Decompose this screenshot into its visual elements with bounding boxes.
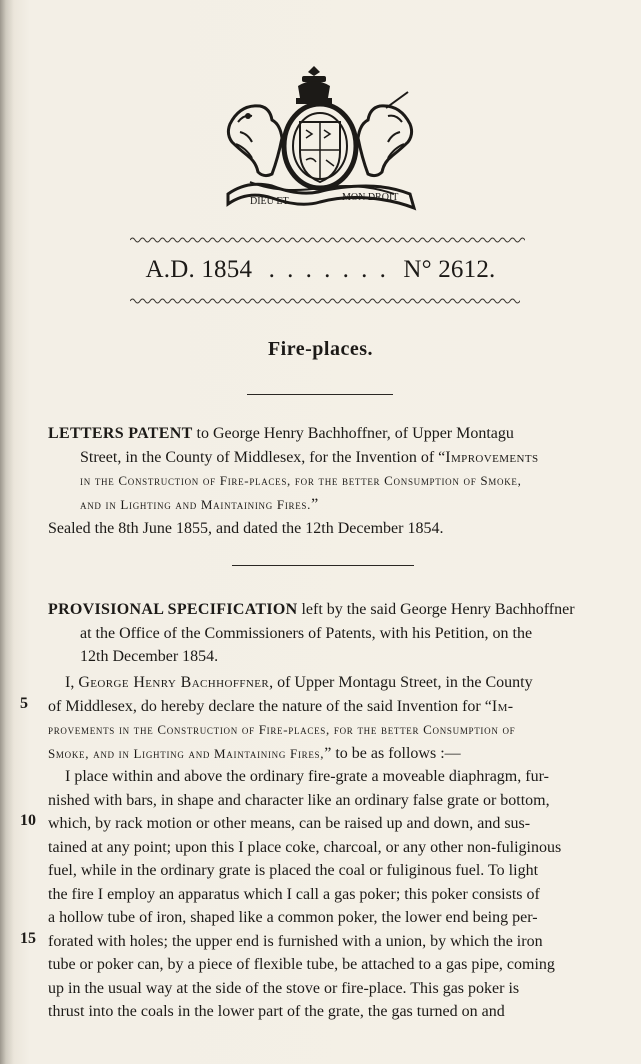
body-line-2-caps: Im- [491, 697, 514, 715]
body-line-4-caps: Smoke, and in Lighting and Maintaining Fires, [48, 745, 325, 761]
header-leader-dots: . . . . . . . [268, 256, 389, 283]
letters-patent-line-4: and in Lighting and Maintaining Fires. [80, 496, 312, 512]
body-line-9: fuel, while in the ordinary grate is placed the coal or fuliginous fuel. To light [48, 862, 539, 879]
margin-line-number: 15 [20, 930, 36, 947]
ornamental-rule-top [130, 236, 525, 244]
provisional-heading: PROVISIONAL SPECIFICATION [48, 601, 298, 618]
section-divider [247, 394, 393, 395]
ornamental-rule-bottom [130, 297, 520, 305]
section-divider [232, 565, 414, 566]
body-line-1-rest: , of Upper Montagu Street, in the County [269, 674, 533, 691]
body-line-8: tained at any point; upon this I place coke, charcoal, or any other non-fuliginous [48, 838, 562, 856]
letters-patent-line-1: to George Henry Bachhoffner, of Upper Montagu [192, 425, 514, 442]
letters-patent-paragraph [48, 422, 539, 516]
sealed-line: Sealed the 8th June 1855, and dated the 12th December 1854. [48, 520, 444, 537]
body-line-1-start: I, [65, 674, 79, 691]
provisional-specification-paragraph [48, 598, 575, 669]
document-title: Fire-places. [267, 338, 374, 360]
provisional-line-2: at the Office of the Commissioners of Patents, with his Petition, on the [80, 624, 533, 642]
body-line-5: I place within and above the ordinary fire-grate a moveable diaphragm, fur- [65, 768, 549, 785]
body-line-12: forated with holes; the upper end is furnished with a union, by which the iron [48, 932, 543, 950]
body-line-4-rest: ” to be as follows :— [324, 744, 461, 762]
body-line-10: the fire I employ an apparatus which I call a gas poker; this poker consists of [48, 885, 540, 903]
patent-header [0, 256, 641, 284]
margin-line-number: 5 [20, 695, 28, 712]
letters-patent-line-4-end: ” [311, 495, 319, 513]
body-line-2: of Middlesex, do hereby declare the nature of the said Invention for “ [48, 697, 492, 715]
crest-motto-right: MON DROIT [342, 192, 399, 203]
body-line-1-caps: George Henry Bachhoffner [78, 674, 270, 691]
body-line-14: up in the usual way at the side of the stove or fire-place. This gas poker is [48, 979, 520, 997]
royal-coat-of-arms [210, 64, 430, 214]
letters-patent-heading: LETTERS PATENT [48, 425, 193, 442]
provisional-line-1: left by the said George Henry Bachhoffner [297, 601, 575, 618]
provisional-line-3: 12th December 1854. [80, 648, 219, 665]
margin-line-number: 10 [20, 812, 36, 829]
body-line-11: a hollow tube of iron, shaped like a common poker, the lower end being per- [48, 909, 538, 926]
body-line-15: thrust into the coals in the lower part of the grate, the gas turned on and [48, 1003, 505, 1020]
letters-patent-line-2-caps: Improvements [445, 448, 539, 466]
crest-motto-left: DIEU ET [250, 196, 289, 207]
letters-patent-line-2: Street, in the County of Middlesex, for the Invention of “ [80, 448, 446, 466]
letters-patent-line-3: in the Construction of Fire-places, for the better Consumption of Smoke, [80, 473, 522, 488]
body-line-7: which, by rack motion or other means, can be raised up and down, and sus- [48, 815, 531, 832]
patent-number: N° 2612. [403, 256, 496, 283]
specification-body [48, 671, 561, 1024]
patent-year: A.D. 1854 [145, 256, 253, 283]
body-line-6: nished with bars, in shape and character like an ordinary false grate or bottom, [48, 791, 550, 809]
body-line-3: provements in the Construction of Fire-places, for the better Consumption of [48, 722, 516, 737]
body-line-13: tube or poker can, by a piece of flexible tube, be attached to a gas pipe, coming [48, 956, 555, 973]
